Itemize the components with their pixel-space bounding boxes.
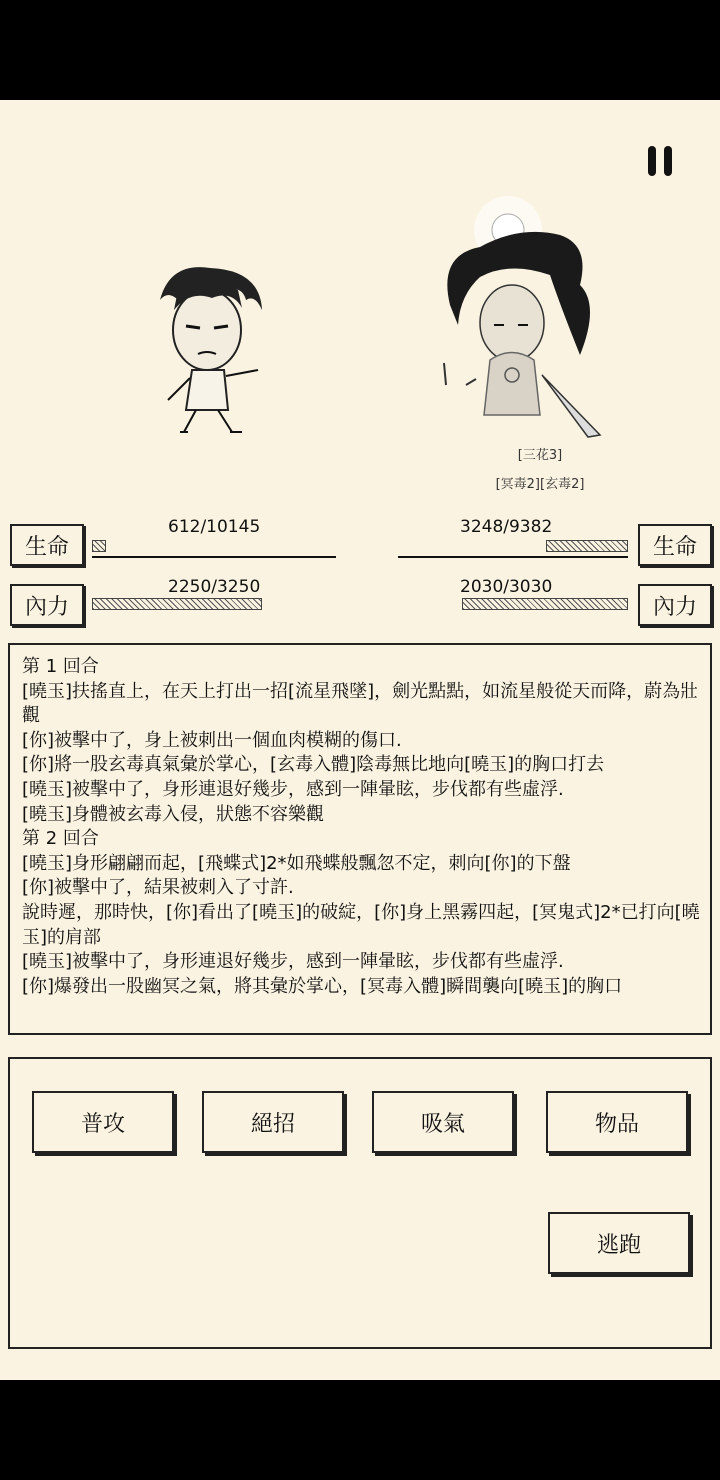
enemy-hp-track: [398, 556, 628, 558]
enemy-hp-label: 生命: [638, 524, 712, 566]
enemy-mp-bar: [462, 598, 628, 610]
action-panel: [8, 1057, 712, 1349]
log-line: [你]被擊中了，結果被刺入了寸許.: [22, 877, 294, 899]
items-button[interactable]: 物品: [546, 1091, 688, 1153]
player-character: [150, 260, 270, 435]
pause-icon[interactable]: [646, 146, 674, 176]
enemy-mp-label: 內力: [638, 584, 712, 626]
battle-screen: [0, 100, 720, 1380]
log-line: 第 2 回合: [22, 828, 99, 850]
log-line: [曉玉]被擊中了，身形連退好幾步，感到一陣暈眩，步伐都有些虛浮.: [22, 951, 564, 973]
player-hp-label: 生命: [10, 524, 84, 566]
enemy-debuff-tag: [冥毒2][玄毒2]: [495, 477, 585, 492]
nav-bar: [0, 1380, 720, 1480]
player-mp-value: 2250/3250: [168, 577, 261, 597]
battle-log[interactable]: [8, 643, 712, 1035]
log-line: [曉玉]身體被玄毒入侵，狀態不容樂觀: [22, 803, 325, 825]
enemy-character: [430, 185, 610, 440]
log-line: [曉玉]扶搖直上，在天上打出一招[流星飛墜]，劍光點點，如流星般從天而降，蔚為壯觀: [22, 680, 699, 727]
flee-button[interactable]: 逃跑: [548, 1212, 690, 1274]
player-hp-track: [92, 556, 336, 558]
log-line: [你]將一股玄毒真氣彙於掌心，[玄毒入體]陰毒無比地向[曉玉]的胸口打去: [22, 754, 605, 776]
enemy-mp-value: 2030/3030: [460, 577, 553, 597]
enemy-hp-value: 3248/9382: [460, 517, 553, 537]
skill-button[interactable]: 絕招: [202, 1091, 344, 1153]
enemy-buff-tag: [三花3]: [517, 448, 563, 463]
player-hp-value: 612/10145: [168, 517, 261, 537]
player-hp-bar: [92, 540, 106, 552]
log-line: [你]被擊中了，身上被刺出一個血肉模糊的傷口.: [22, 729, 402, 751]
player-mp-bar: [92, 598, 262, 610]
player-mp-label: 內力: [10, 584, 84, 626]
log-line: 第 1 回合: [22, 656, 99, 677]
log-line: [曉玉]被擊中了，身形連退好幾步，感到一陣暈眩，步伐都有些虛浮.: [22, 778, 564, 800]
log-line: [曉玉]身形翩翩而起，[飛蝶式]2*如飛蝶般飄忽不定，刺向[你]的下盤: [22, 852, 571, 874]
log-line: 說時遲，那時快，[你]看出了[曉玉]的破綻，[你]身上黑霧四起，[冥鬼式]2*已打向[曉玉]的肩部: [22, 901, 700, 948]
log-line: [你]爆發出一股幽冥之氣，將其彙於掌心，[冥毒入體]瞬間襲向[曉玉]的胸口: [22, 975, 623, 997]
attack-button[interactable]: 普攻: [32, 1091, 174, 1153]
enemy-hp-bar: [546, 540, 628, 552]
breathe-button[interactable]: 吸氣: [372, 1091, 514, 1153]
